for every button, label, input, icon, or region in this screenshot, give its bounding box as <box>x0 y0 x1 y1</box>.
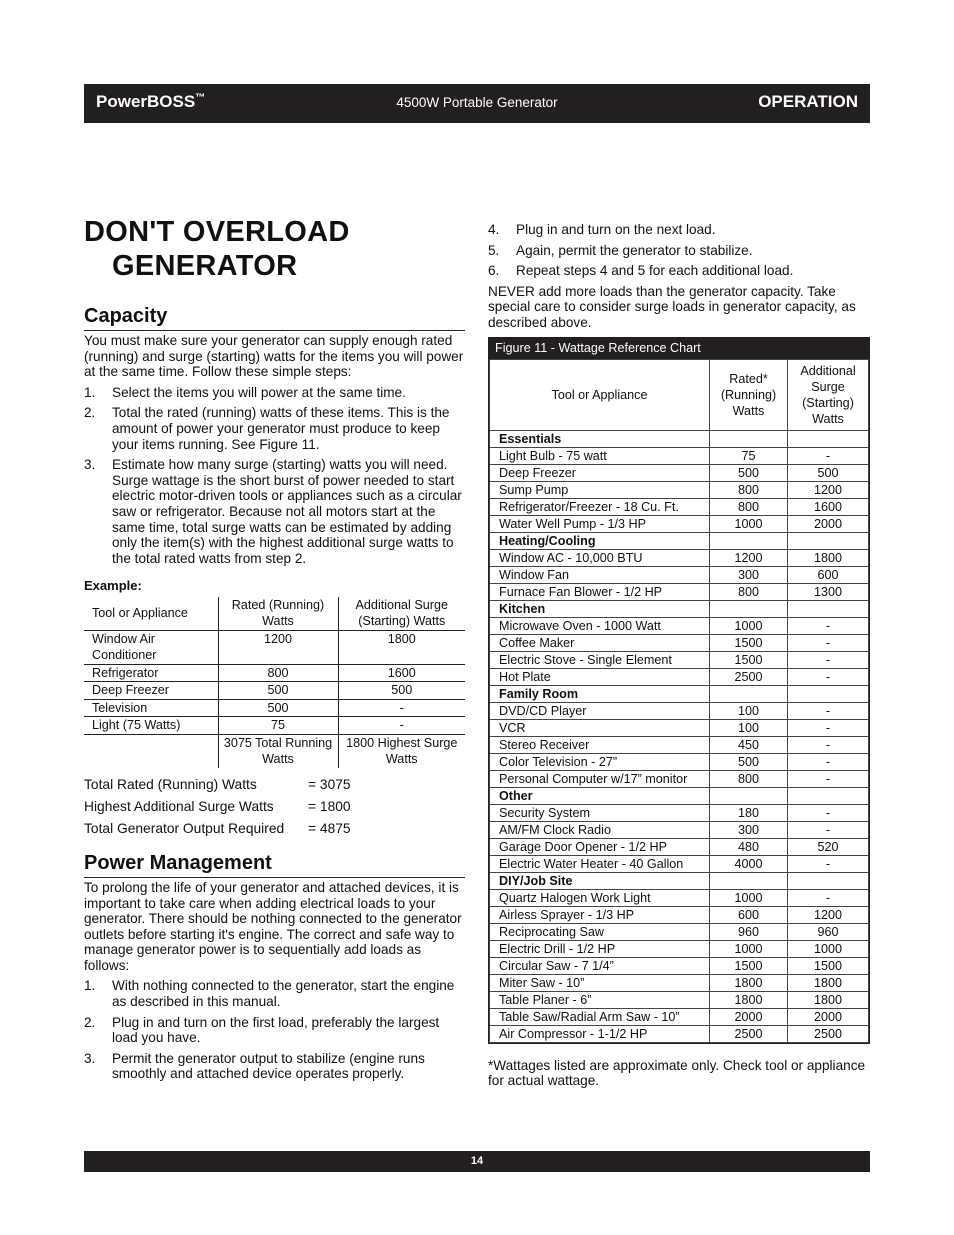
total-label: Total Rated (Running) Watts <box>84 776 257 792</box>
right-column <box>488 222 870 1089</box>
total-value: = 3075 <box>308 776 351 792</box>
empty-cell <box>710 685 788 702</box>
totals-block <box>84 774 465 840</box>
appliance-name: Garage Door Opener - 1/2 HP <box>490 838 710 855</box>
page-footer <box>84 1151 870 1172</box>
chart-footnote: *Wattages listed are approximate only. Check tool or appliance for actual wattage. <box>488 1057 866 1089</box>
list-text: Plug in and turn on the first load, preferably the largest load you have. <box>112 1014 440 1046</box>
appliance-name: DVD/CD Player <box>490 702 710 719</box>
surge-watts: - <box>788 821 869 838</box>
rated-watts: 1800 <box>710 991 788 1008</box>
model-name: 4500W Portable Generator <box>396 95 558 110</box>
table-row <box>490 974 869 991</box>
list-item <box>84 457 465 566</box>
surge-watts: 520 <box>788 838 869 855</box>
rated-watts: 2000 <box>710 1008 788 1025</box>
rated-watts: 2500 <box>710 1025 788 1042</box>
table-row <box>490 838 869 855</box>
rated-watts: 300 <box>710 566 788 583</box>
page-header <box>84 84 870 123</box>
list-text: Select the items you will power at the same time. <box>112 384 406 400</box>
example-label: Example: <box>84 578 142 594</box>
table-row <box>490 855 869 872</box>
list-text: Again, permit the generator to stabilize. <box>516 242 753 258</box>
example-cell: 500 <box>218 682 338 700</box>
table-row <box>490 821 869 838</box>
total-label: Total Generator Output Required <box>84 820 285 836</box>
table-row <box>490 770 869 787</box>
appliance-name: Water Well Pump - 1/3 HP <box>490 515 710 532</box>
surge-watts: - <box>788 855 869 872</box>
empty-cell <box>788 532 869 549</box>
wattage-chart <box>488 337 870 1044</box>
table-row <box>490 736 869 753</box>
category-row <box>490 685 869 702</box>
rated-watts: 1000 <box>710 889 788 906</box>
wattage-table <box>489 359 869 1043</box>
appliance-name: Sump Pump <box>490 481 710 498</box>
list-number: 2. <box>84 1014 96 1030</box>
rated-watts: 1500 <box>710 634 788 651</box>
total-row <box>84 796 465 818</box>
table-row <box>490 498 869 515</box>
table-row <box>84 717 465 735</box>
rated-watts: 100 <box>710 702 788 719</box>
table-row <box>490 991 869 1008</box>
list-item <box>84 978 465 1009</box>
page-title <box>84 215 465 283</box>
surge-watts: - <box>788 651 869 668</box>
rated-watts: 1000 <box>710 515 788 532</box>
category-row <box>490 430 869 447</box>
appliance-name: Personal Computer w/17” monitor <box>490 770 710 787</box>
category-label: Other <box>490 787 710 804</box>
empty-cell <box>788 430 869 447</box>
table-row <box>490 753 869 770</box>
rated-watts: 1800 <box>710 974 788 991</box>
example-cell: Refrigerator <box>84 664 218 682</box>
rated-watts: 800 <box>710 498 788 515</box>
total-value: = 4875 <box>308 820 351 836</box>
surge-watts: 600 <box>788 566 869 583</box>
table-row <box>490 719 869 736</box>
appliance-name: Light Bulb - 75 watt <box>490 447 710 464</box>
rated-watts: 1200 <box>710 549 788 566</box>
appliance-name: Hot Plate <box>490 668 710 685</box>
total-value: = 1800 <box>308 798 351 814</box>
rated-watts: 800 <box>710 583 788 600</box>
section-title: OPERATION <box>758 92 858 111</box>
surge-watts: 1200 <box>788 906 869 923</box>
example-cell: Window Air Conditioner <box>84 630 218 664</box>
list-number: 3. <box>84 1050 96 1066</box>
surge-watts: 2500 <box>788 1025 869 1042</box>
rated-watts: 1000 <box>710 617 788 634</box>
surge-watts: - <box>788 736 869 753</box>
empty-cell <box>788 685 869 702</box>
power-management-steps <box>84 978 465 1082</box>
list-number: 5. <box>488 242 500 258</box>
list-text: Repeat steps 4 and 5 for each additional load. <box>516 263 794 279</box>
capacity-steps <box>84 385 465 567</box>
list-text: Permit the generator output to stabilize (engine runs smoothly and attached device operates properly. <box>112 1050 425 1082</box>
appliance-name: Coffee Maker <box>490 634 710 651</box>
appliance-name: Electric Stove - Single Element <box>490 651 710 668</box>
surge-watts: 960 <box>788 923 869 940</box>
rated-watts: 960 <box>710 923 788 940</box>
table-row <box>84 699 465 717</box>
list-item <box>84 1051 465 1082</box>
table-row <box>490 634 869 651</box>
list-item <box>84 385 465 401</box>
list-number: 1. <box>84 978 96 994</box>
never-warning: NEVER add more loads than the generator capacity. Take special care to consider surge loads in generator capacity, as described above. <box>488 283 856 330</box>
chart-caption: Figure 11 - Wattage Reference Chart <box>489 338 869 359</box>
table-row <box>490 464 869 481</box>
category-row <box>490 787 869 804</box>
category-label: Essentials <box>490 430 710 447</box>
appliance-name: Refrigerator/Freezer - 18 Cu. Ft. <box>490 498 710 515</box>
list-text: Plug in and turn on the next load. <box>516 222 716 237</box>
list-item <box>488 263 870 279</box>
example-cell: 500 <box>218 699 338 717</box>
example-cell: Light (75 Watts) <box>84 717 218 735</box>
table-row <box>490 906 869 923</box>
appliance-name: Miter Saw - 10” <box>490 974 710 991</box>
example-cell: 1200 <box>218 630 338 664</box>
list-text: With nothing connected to the generator, start the engine as described in this manual. <box>112 978 455 1010</box>
appliance-name: AM/FM Clock Radio <box>490 821 710 838</box>
table-row <box>490 481 869 498</box>
example-cell: 1600 <box>338 664 465 682</box>
appliance-name: Window AC - 10,000 BTU <box>490 549 710 566</box>
surge-watts: - <box>788 889 869 906</box>
example-cell: - <box>338 699 465 717</box>
empty-cell <box>710 600 788 617</box>
surge-watts: - <box>788 753 869 770</box>
category-row <box>490 532 869 549</box>
example-cell: 75 <box>218 717 338 735</box>
appliance-name: Table Planer - 6” <box>490 991 710 1008</box>
rated-watts: 480 <box>710 838 788 855</box>
appliance-name: VCR <box>490 719 710 736</box>
power-management-intro: To prolong the life of your generator and attached devices, it is important to take care when adding electrical loads to your generator. There should be nothing connected to the generator outlets before starting it's engine. The correct and safe way to manage generator power is to sequentially add loads as follows: <box>84 879 462 973</box>
rated-watts: 600 <box>710 906 788 923</box>
list-number: 3. <box>84 457 96 473</box>
category-label: Heating/Cooling <box>490 532 710 549</box>
example-total-surge: 1800 Highest Surge Watts <box>338 734 465 768</box>
example-cell: 1800 <box>338 630 465 664</box>
appliance-name: Stereo Receiver <box>490 736 710 753</box>
list-item <box>84 1015 465 1046</box>
rated-watts: 1500 <box>710 957 788 974</box>
example-cell: - <box>338 717 465 735</box>
appliance-name: Electric Water Heater - 40 Gallon <box>490 855 710 872</box>
rated-watts: 1500 <box>710 651 788 668</box>
page-number: 14 <box>470 1155 484 1167</box>
appliance-name: Air Compressor - 1-1/2 HP <box>490 1025 710 1042</box>
surge-watts: - <box>788 634 869 651</box>
empty-cell <box>710 430 788 447</box>
list-item <box>488 222 870 238</box>
surge-watts: - <box>788 617 869 634</box>
example-table <box>84 597 465 768</box>
table-row <box>84 630 465 664</box>
table-row <box>490 668 869 685</box>
example-header-row <box>84 597 465 631</box>
rated-watts: 4000 <box>710 855 788 872</box>
surge-watts: 2000 <box>788 515 869 532</box>
rated-watts: 100 <box>710 719 788 736</box>
example-total-row <box>84 734 465 768</box>
table-row <box>490 1025 869 1042</box>
example-cell: Deep Freezer <box>84 682 218 700</box>
total-row <box>84 818 465 840</box>
wattage-header: Rated* (Running) Watts <box>710 359 788 430</box>
surge-watts: - <box>788 804 869 821</box>
appliance-name: Electric Drill - 1/2 HP <box>490 940 710 957</box>
empty-cell <box>710 872 788 889</box>
surge-watts: 1200 <box>788 481 869 498</box>
appliance-name: Security System <box>490 804 710 821</box>
rated-watts: 500 <box>710 464 788 481</box>
title-line-2: GENERATOR <box>112 250 298 282</box>
surge-watts: 1300 <box>788 583 869 600</box>
table-row <box>84 664 465 682</box>
example-cell: 800 <box>218 664 338 682</box>
appliance-name: Microwave Oven - 1000 Watt <box>490 617 710 634</box>
table-row <box>490 889 869 906</box>
example-header: Tool or Appliance <box>84 597 218 631</box>
surge-watts: 500 <box>788 464 869 481</box>
rated-watts: 450 <box>710 736 788 753</box>
example-header: Rated (Running) Watts <box>218 597 338 631</box>
example-cell: 500 <box>338 682 465 700</box>
empty-cell <box>788 600 869 617</box>
rated-watts: 800 <box>710 481 788 498</box>
appliance-name: Airless Sprayer - 1/3 HP <box>490 906 710 923</box>
left-column <box>84 215 465 1087</box>
surge-watts: 1000 <box>788 940 869 957</box>
table-row <box>490 447 869 464</box>
appliance-name: Table Saw/Radial Arm Saw - 10” <box>490 1008 710 1025</box>
table-row <box>490 804 869 821</box>
appliance-name: Deep Freezer <box>490 464 710 481</box>
table-row <box>490 702 869 719</box>
wattage-header: Tool or Appliance <box>490 359 710 430</box>
example-cell: Television <box>84 699 218 717</box>
appliance-name: Reciprocating Saw <box>490 923 710 940</box>
rated-watts: 800 <box>710 770 788 787</box>
category-label: Family Room <box>490 685 710 702</box>
rated-watts: 300 <box>710 821 788 838</box>
list-text: Estimate how many surge (starting) watts you will need. Surge wattage is the short burst of power needed to start electric motor-driven tools or appliances such as a circular saw or refrigerator. Because not all motors start at the same time, total surge watts can be estimated by adding only the item(s) with the highest additional surge watts to the total rated watts from step 2. <box>112 457 462 566</box>
total-row <box>84 774 465 796</box>
table-row <box>490 1008 869 1025</box>
appliance-name: Color Television - 27” <box>490 753 710 770</box>
surge-watts: 1800 <box>788 974 869 991</box>
table-row <box>490 566 869 583</box>
list-item <box>488 243 870 259</box>
empty-cell <box>710 532 788 549</box>
category-label: Kitchen <box>490 600 710 617</box>
category-row <box>490 872 869 889</box>
table-row <box>490 617 869 634</box>
empty-cell <box>710 787 788 804</box>
table-row <box>490 515 869 532</box>
total-label: Highest Additional Surge Watts <box>84 798 274 814</box>
table-row <box>490 549 869 566</box>
table-row <box>490 957 869 974</box>
empty-cell <box>788 872 869 889</box>
continued-steps <box>488 222 870 279</box>
appliance-name: Quartz Halogen Work Light <box>490 889 710 906</box>
appliance-name: Window Fan <box>490 566 710 583</box>
title-line-1: DON'T OVERLOAD <box>84 216 350 248</box>
surge-watts: 1600 <box>788 498 869 515</box>
surge-watts: 1500 <box>788 957 869 974</box>
table-row <box>490 940 869 957</box>
table-row <box>84 682 465 700</box>
surge-watts: - <box>788 668 869 685</box>
wattage-header-row <box>490 359 869 430</box>
list-number: 2. <box>84 405 96 421</box>
capacity-heading: Capacity <box>84 304 465 331</box>
rated-watts: 1000 <box>710 940 788 957</box>
list-number: 4. <box>488 222 500 237</box>
rated-watts: 2500 <box>710 668 788 685</box>
capacity-intro: You must make sure your generator can supply enough rated (running) and surge (starting) watts for the items you will power at the same time. Follow these simple steps: <box>84 333 464 380</box>
empty-cell <box>788 787 869 804</box>
rated-watts: 180 <box>710 804 788 821</box>
surge-watts: 1800 <box>788 991 869 1008</box>
list-number: 6. <box>488 263 500 279</box>
wattage-header: Additional Surge (Starting) Watts <box>788 359 869 430</box>
table-row <box>490 923 869 940</box>
table-row <box>490 583 869 600</box>
appliance-name: Circular Saw - 7 1/4” <box>490 957 710 974</box>
list-text: Total the rated (running) watts of these items. This is the amount of power your generator must produce to keep your items running. See Figure 11. <box>112 405 450 452</box>
surge-watts: - <box>788 770 869 787</box>
list-number: 1. <box>84 384 96 400</box>
surge-watts: 2000 <box>788 1008 869 1025</box>
category-label: DIY/Job Site <box>490 872 710 889</box>
rated-watts: 500 <box>710 753 788 770</box>
surge-watts: - <box>788 719 869 736</box>
list-item <box>84 405 465 452</box>
example-header: Additional Surge (Starting) Watts <box>338 597 465 631</box>
appliance-name: Furnace Fan Blower - 1/2 HP <box>490 583 710 600</box>
table-row <box>490 651 869 668</box>
example-total-rated: 3075 Total Running Watts <box>218 734 338 768</box>
brand-name: PowerBOSS™ <box>96 92 206 111</box>
surge-watts: - <box>788 447 869 464</box>
surge-watts: 1800 <box>788 549 869 566</box>
category-row <box>490 600 869 617</box>
surge-watts: - <box>788 702 869 719</box>
power-management-heading: Power Management <box>84 851 465 878</box>
rated-watts: 75 <box>710 447 788 464</box>
